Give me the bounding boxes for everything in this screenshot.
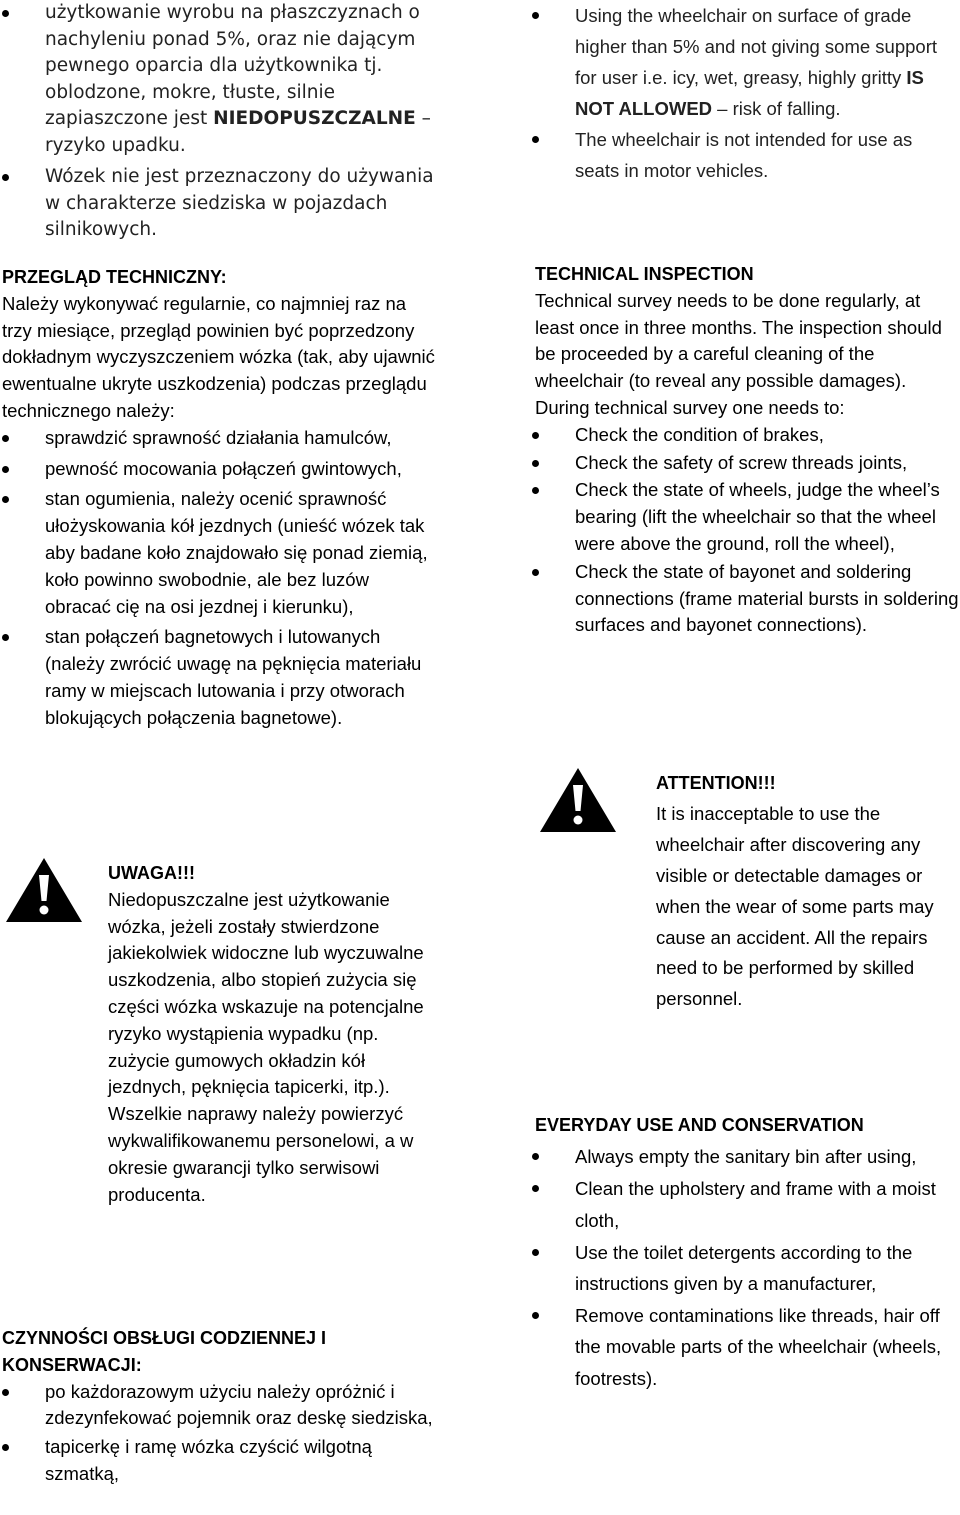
en-warning-block [656, 768, 956, 1015]
warning-heading: UWAGA!!! [108, 863, 195, 883]
list-item: Check the safety of screw threads joints, [530, 450, 960, 477]
section-text: Należy wykonywać regularnie, co najmniej raz na trzy miesiące, przegląd powinien być poprzedzony dokładnym wyczyszczeniem wózka (tak, aby ujawnić ewentualne ukryte uszkodzenia) podczas przeglądu technicznego należy: [2, 292, 435, 421]
list-item: Always empty the sanitary bin after using, [530, 1141, 960, 1172]
pl-daily-list [0, 1379, 437, 1488]
list-item: Check the state of bayonet and soldering connections (frame material bursts in soldering surfaces and bayonet connections). [530, 559, 960, 639]
list-item: Wózek nie jest przeznaczony do używania w charakterze siedziska w pojazdach silnikowych. [0, 164, 440, 244]
list-item: Remove contaminations like threads, hair off the movable parts of the wheelchair (wheels, footrests). [530, 1300, 960, 1394]
section-text: Technical survey needs to be done regularly, at least once in three months. The inspection should be proceeded by a careful cleaning of the wheelchair (to reveal any possible damages). During technical survey one needs to: [535, 289, 942, 418]
list-item: pewność mocowania połączeń gwintowych, [0, 456, 437, 483]
warning-text: It is inacceptable to use the wheelchair after discovering any visible or detectable damages or when the wear of some parts may cause an accident. All the repairs need to be performed by skilled personnel. [656, 802, 934, 1010]
list-item: The wheelchair is not intended for use as seats in motor vehicles. [530, 124, 960, 186]
list-item: po każdorazowym użyciu należy opróżnić i zdezynfekować pojemnik oraz deskę siedziska, [0, 1379, 437, 1433]
list-item: Using the wheelchair on surface of grade higher than 5% and not giving some support for user i.e. icy, wet, greasy, highly gritty IS NOT ALLOWED – risk of falling. [530, 0, 960, 124]
pl-inspection-list [0, 425, 437, 732]
list-item: Check the state of wheels, judge the wheel’s bearing (lift the wheelchair so that the wheel were above the ground, roll the wheel), [530, 477, 960, 557]
list-item: Clean the upholstery and frame with a moist cloth, [530, 1173, 960, 1235]
list-item: tapicerkę i ramę wózka czyścić wilgotną szmatką, [0, 1434, 437, 1488]
list-item: Check the condition of brakes, [530, 422, 960, 449]
en-usage-warnings-list [530, 0, 960, 186]
list-item: Use the toilet detergents according to the instructions given by a manufacturer, [530, 1237, 960, 1299]
section-heading: EVERYDAY USE AND CONSERVATION [535, 1115, 864, 1135]
pl-usage-warnings-list [0, 0, 440, 244]
en-daily-section [535, 1110, 960, 1394]
section-heading: PRZEGLĄD TECHNICZNY: [2, 267, 227, 287]
pl-inspection-section [2, 264, 437, 732]
en-daily-list [530, 1141, 960, 1394]
section-heading: CZYNNOŚCI OBSŁUGI CODZIENNEJ I KONSERWACJI: [2, 1328, 327, 1375]
en-inspection-section [535, 261, 960, 639]
en-inspection-list [530, 422, 960, 639]
section-heading: TECHNICAL INSPECTION [535, 264, 754, 284]
warning-triangle-icon [538, 765, 618, 835]
warning-triangle-icon [4, 855, 84, 925]
list-item: stan połączeń bagnetowych i lutowanych (należy zwrócić uwagę na pęknięcia materiału ramy w miejscach lutowania i przy otworach blokujących połączenia bagnetowe). [0, 624, 437, 731]
warning-text: Niedopuszczalne jest użytkowanie wózka, jeżeli zostały stwierdzone jakiekolwiek widoczne lub wyczuwalne uszkodzenia, albo stopień zużycia się części wózka wskazuje na potencjalne ryzyko wystąpienia wypadku (np. zużycie gumowych okładzin kół jezdnych, pęknięcia tapicerki, itp.). Wszelkie naprawy należy powierzyć wykwalifikowanemu personelowi, a w okresie gwarancji tylko serwisowi producenta. [108, 888, 424, 1205]
list-item: użytkowanie wyrobu na płaszczyznach o nachyleniu ponad 5%, oraz nie dającym pewnego oparcia dla użytkownika tj. oblodzone, mokre, tłuste, silnie zapiaszczone jest NIEDOPUSZCZALNE – ryzyko upadku. [0, 0, 440, 159]
list-item: stan ogumienia, należy ocenić sprawność ułożyskowania kół jezdnych (unieść wózek tak aby badane koło znajdowało się ponad ziemią, koło powinno swobodnie, ale bez luzów obracać cię na osi jezdnej i kierunku), [0, 486, 437, 620]
warning-heading: ATTENTION!!! [656, 773, 776, 793]
pl-warning-block [108, 860, 433, 1208]
pl-daily-section [2, 1325, 437, 1488]
list-item: sprawdzić sprawność działania hamulców, [0, 425, 437, 452]
